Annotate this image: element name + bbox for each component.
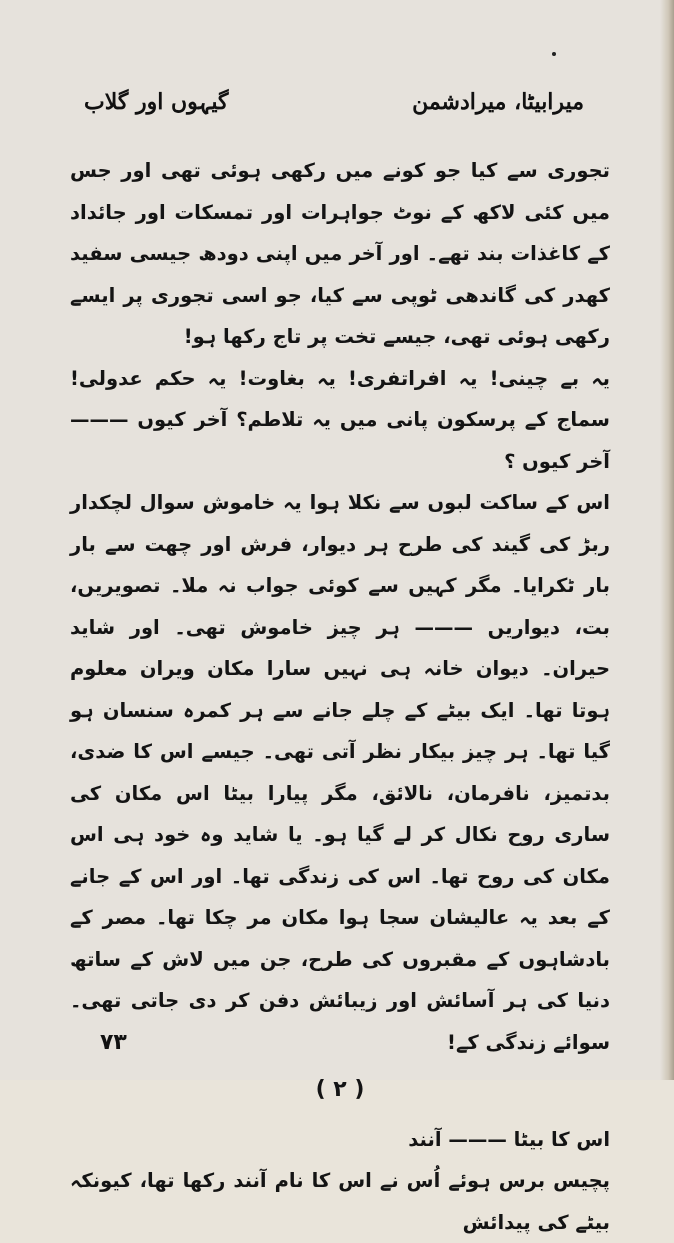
paragraph: یہ بے چینی! یہ افراتفری! یہ بغاوت! یہ حکم عدولی! سماج کے پرسکون پانی میں یہ تلاطم؟ آخر کیوں ——— آخر کیوں ؟ [70,366,610,473]
running-head-book-title: گیہوں اور گلاب [84,89,229,115]
ink-dot [552,52,556,56]
running-head-title: میرابیٹا، میرادشمن [412,89,584,115]
page-header [84,82,584,122]
page-body [70,150,610,1243]
page-edge-shadow [660,0,674,1080]
paragraph: تجوری سے کیا جو کونے میں رکھی ہوئی تھی اور جس میں کئی لاکھ کے نوٹ جواہرات اور تمسکات اور جائداد کے کاغذات بند تھے۔ اور آخر میں اپنی دودھ جیسی سفید کھدر کی گاندھی ٹوپی سے کیا، جو اسی تجوری پر ایسے رکھی ہوئی تھی، جیسے تخت پر تاج رکھا ہو! [70,159,610,348]
page-number: ۷۳ [100,1030,127,1055]
chapter-subheading: اس کا بیٹا ——— آنند [408,1127,610,1151]
section-number: ( ۲ ) [315,1077,365,1102]
paragraph: پچیس برس ہوئے اُس نے اس کا نام آنند رکھا تھا، کیونکہ بیٹے کی پیدائش [70,1169,610,1234]
paragraph: اس کے ساکت لبوں سے نکلا ہوا یہ خاموش سوال لچکدار ربڑ کی گیند کی طرح ہر دیوار، فرش اور چھت سے بار بار ٹکرایا۔ مگر کہیں سے کوئی جواب نہ ملا۔ تصویریں، بت، دیواریں ——— ہر چیز خاموش تھی۔ اور شاید حیران۔ دیوان خانہ ہی نہیں سارا مکان ویران معلوم ہوتا تھا۔ ایک بیٹے کے چلے جانے سے ہر کمرہ سنسان ہو گیا تھا۔ ہر چیز بیکار نظر آتی تھی۔ جیسے اس کا ضدی، بدتمیز، نافرمان، نالائق، مگر پیارا بیٹا اس مکان کی ساری روح نکال کر لے گیا ہو۔ یا شاید وہ خود ہی اس مکان کی روح تھا۔ اس کی زندگی تھا۔ اور اس کے جانے کے بعد یہ عالیشان سجا ہوا مکان مر چکا تھا۔ مصر کے بادشاہوں کے مقبروں کی طرح، جن میں لاش کے ساتھ دنیا کی ہر آسائش اور زیبائش دفن کر دی جاتی تھی۔ سوائے زندگی کے! [70,491,610,1054]
